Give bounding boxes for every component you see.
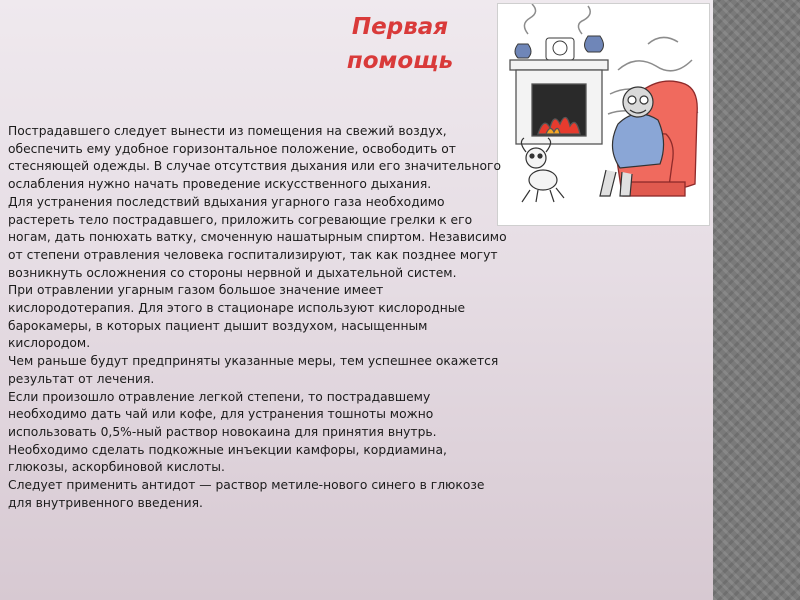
body-paragraph-6: Следует применить антидот — раствор метиле-нового синего в глюкозе для внутривенного введения. bbox=[8, 478, 485, 510]
body-paragraph-3: При отравлении угарным газом большое значение имеет кислородотерапия. Для этого в стационаре используют кислородные барокамеры, в которых пациент дышит воздухом, насыщенным кислородом. bbox=[8, 283, 466, 351]
fireplace bbox=[510, 60, 608, 144]
decorative-side-strip bbox=[713, 0, 800, 600]
body-paragraph-1: Пострадавшего следует вынести из помещения на свежий воздух, обеспечить ему удобное горизонтальное положение, освободить от стесняющей одежды. В случае отсутствия дыхания или его значительного ослабления нужно начать проведение искусственного дыхания. bbox=[8, 124, 501, 192]
person-poisoned-by-fireplace-smoke-illustration bbox=[498, 4, 709, 225]
slide-title bbox=[330, 10, 470, 78]
small-dog bbox=[521, 138, 564, 202]
slide-title-line-2: помощь bbox=[346, 48, 454, 74]
body-paragraph-4: Чем раньше будут предприняты указанные меры, тем успешнее окажется результат от лечения. bbox=[8, 354, 499, 386]
slide-title-line-1: Первая bbox=[351, 14, 449, 40]
mantel-clock bbox=[546, 38, 574, 60]
slide-body-text bbox=[8, 123, 508, 512]
illustration-panel bbox=[497, 3, 710, 226]
body-paragraph-5: Если произошло отравление легкой степени, то пострадавшему необходимо дать чай или кофе, для устранения тошноты можно использовать 0,5%-ный раствор новокаина для принятия внутрь. Необходимо сделать подкожные инъекции камфоры, кордиамина, глюкозы, аскорбиновой кислоты. bbox=[8, 389, 447, 475]
body-paragraph-2: Для устранения последствий вдыхания угарного газа необходимо растереть тело пострадавшего, приложить согревающие грелки к его ногам, дать понюхать ватку, смоченную нашатырным спиртом. Независимо от степени отравления человека госпитализируют, так как позднее могут возникнуть осложнения со стороны нервной и дыхательной систем. bbox=[8, 194, 507, 280]
